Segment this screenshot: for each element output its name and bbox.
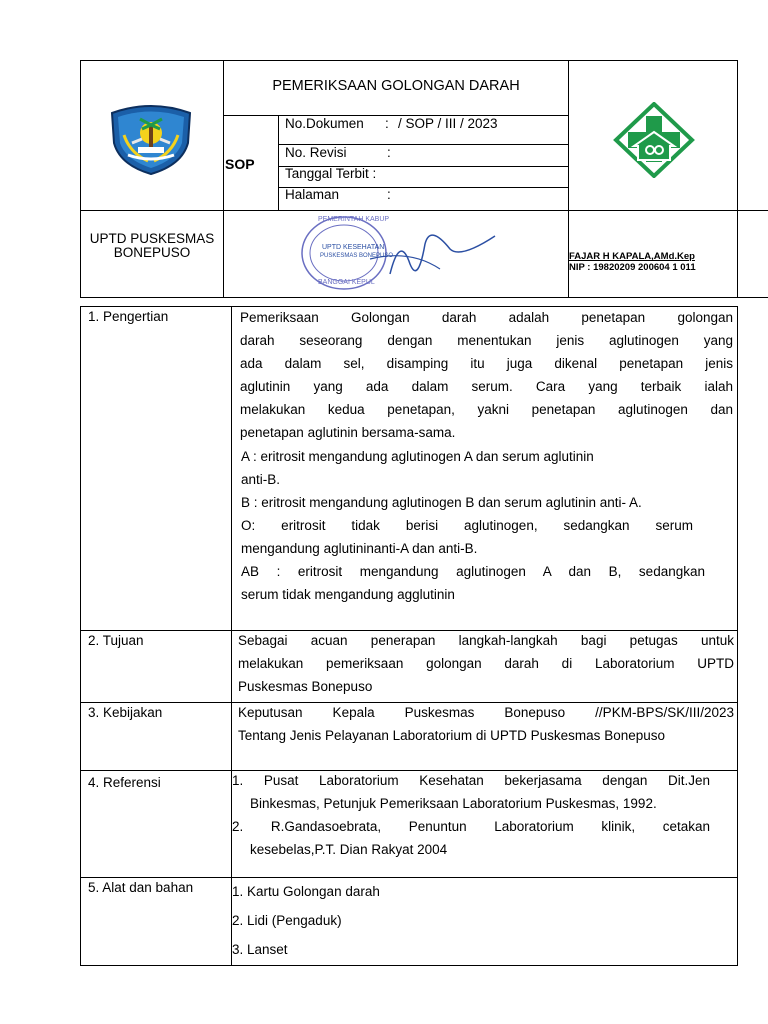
text-line: ada dalam sel, disamping itu juga dikenal penetapan jenis [240,356,733,371]
text-line: Keputusan Kepala Puskesmas Bonepuso //PKM-BPS/SK/III/2023 [238,705,734,720]
text-line: Sebagai acuan penerapan langkah-langkah bagi petugas untuk [238,633,734,648]
sop-label: SOP [225,156,255,172]
text-line: melakukan pemeriksaan golongan darah di Laboratorium UPTD [238,656,734,671]
blood-type-list [241,445,731,606]
text-line: darah seseorang dengan menentukan jenis aglutinogen yang [240,333,733,348]
blood-type-ab: AB : eritrosit mengandung aglutinogen A dan B, sedangkan [241,564,705,579]
blood-type-b: B : eritrosit mengandung aglutinogen B dan serum aglutinin anti- A. [241,495,642,510]
reference-item-1: 1. Pusat Laboratorium Kesehatan bekerjasama dengan Dit.Jen [232,773,710,788]
reference-item-2: 2. R.Gandasoebrata, Penuntun Laboratorium klinik, cetakan [232,819,710,834]
doc-field-label: Halaman [285,187,340,202]
doc-field-sep: : [387,187,391,202]
text-line: Puskesmas Bonepuso [238,679,373,694]
doc-field-value: / SOP / III / 2023 [398,116,498,131]
doc-field-label: Tanggal Terbit : [285,166,377,181]
reference-item-1-cont: Binkesmas, Petunjuk Pemeriksaan Laboratorium Puskesmas, 1992. [250,796,657,811]
org-name-line1: UPTD PUSKESMAS [89,231,215,246]
stamp-text-bottom: BANGGAI KEPUL [318,279,375,286]
doc-field-sep: : [387,145,391,160]
stamp-text-top: PEMERINTAH KABUP [318,216,390,223]
tool-item: 3. Lanset [232,942,288,957]
section-label-kebijakan: 3. Kebijakan [88,705,163,720]
blood-type-o-cont: mengandung aglutininanti-A dan anti-B. [241,541,478,556]
text-line: aglutinin yang ada dalam serum. Cara yang terbaik ialah [240,379,733,394]
puskesmas-logo [612,102,696,178]
tujuan-text [238,629,734,698]
text-line: melakukan kedua penetapan, yakni penetapan aglutinogen dan [240,402,733,417]
blood-type-ab-cont: serum tidak mengandung agglutinin [241,587,455,602]
stamp-text-mid1: UPTD KESEHATAN [322,244,385,251]
reference-item-2-cont: kesebelas,P.T. Dian Rakyat 2004 [250,842,448,857]
doc-field-label: No. Revisi [285,145,347,160]
referensi-text [232,769,710,861]
section-label-alat: 5. Alat dan bahan [88,880,194,895]
pengertian-text [240,306,733,444]
signer-nip: NIP : 19820209 200604 1 011 [569,262,696,273]
section-label-referensi: 4. Referensi [88,775,161,790]
doc-field-label: No.Dokumen [285,116,364,131]
blood-type-a: A : eritrosit mengandung aglutinogen A dan serum aglutinin [241,449,594,464]
stamp-text-mid2: PUSKESMAS BONEPUSO [320,253,394,259]
text-line: Pemeriksaan Golongan darah adalah penetapan golongan [240,310,733,325]
text-line: Tentang Jenis Pelayanan Laboratorium di UPTD Puskesmas Bonepuso [238,728,665,743]
doc-field-sep: : [385,116,389,131]
regency-logo [108,103,194,175]
tool-item: 1. Kartu Golongan darah [232,884,380,899]
blood-type-a-cont: anti-B. [241,472,281,487]
section-label-tujuan: 2. Tujuan [88,633,144,648]
tool-item: 2. Lidi (Pengaduk) [232,913,342,928]
section-label-pengertian: 1. Pengertian [88,309,169,324]
kebijakan-text [238,701,734,747]
signer-name: FAJAR H KAPALA,AMd.Kep [569,251,695,262]
document-title: PEMERIKSAAN GOLONGAN DARAH [272,78,520,94]
org-name-line2: BONEPUSO [113,245,191,260]
blood-type-o: O: eritrosit tidak berisi aglutinogen, sedangkan serum [241,518,693,533]
text-line: penetapan aglutinin bersama-sama. [240,425,456,440]
